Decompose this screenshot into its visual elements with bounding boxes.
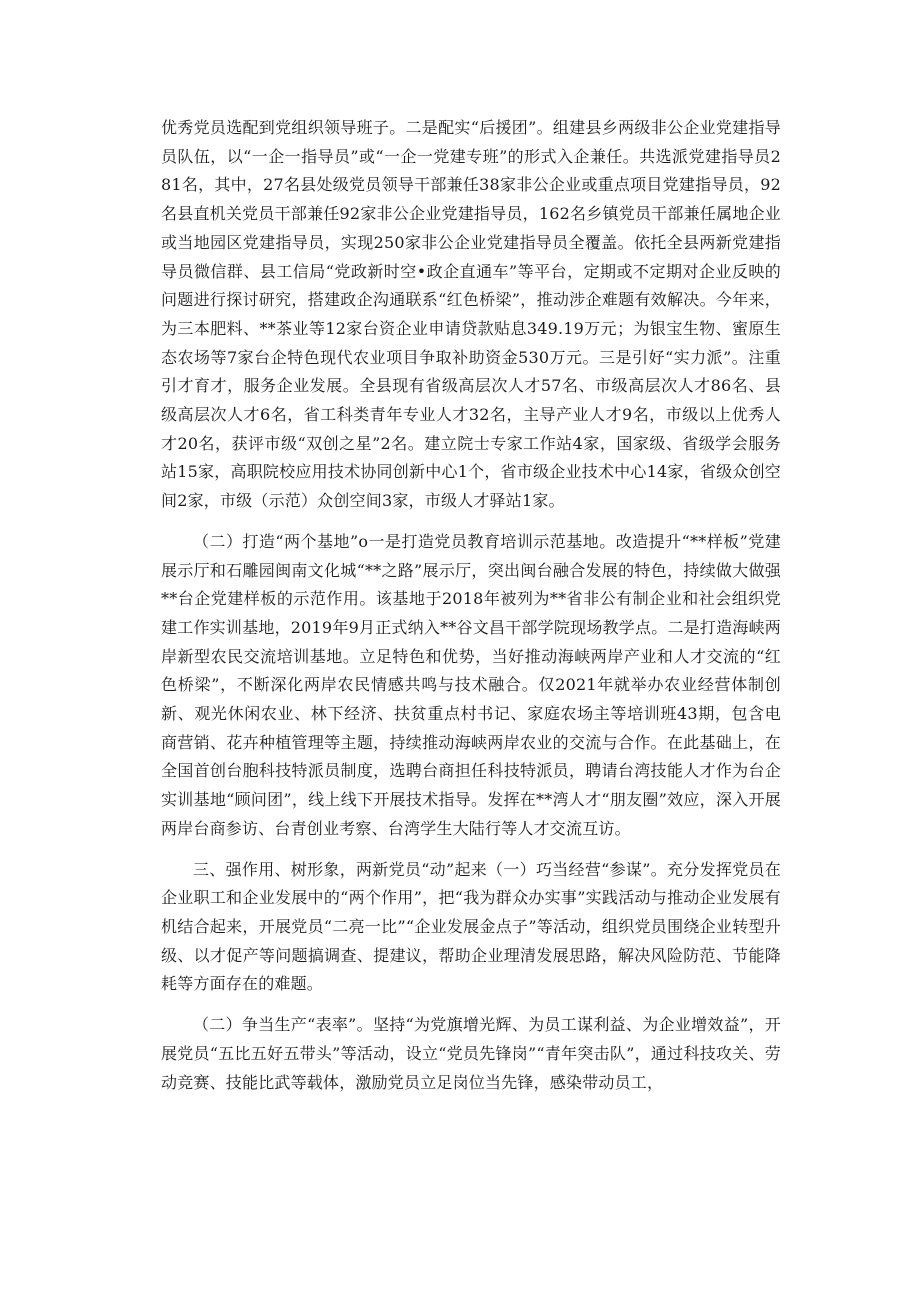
paragraph-production-example: （二）争当生产“表率”。坚持“为党旗增光辉、为员工谋利益、为企业增效益”，开展党员“五比五好五带头”等活动，设立“党员先锋岗”“青年突击队”，通过科技攻关、劳动竞赛、技能比武等载体，激励党员立足岗位当先锋，感染带动员工， xyxy=(161,1015,781,1092)
document-body xyxy=(161,114,781,1109)
paragraph-two-bases: （二）打造“两个基地”o一是打造党员教育培训示范基地。改造提升“**样板”党建展示厅和石雕园闽南文化城“**之路”展示厅，突出闽台融合发展的特色，持续做大做强**台企党建样板的示范作用。该基地于2018年被列为**省非公有制企业和社会组织党建工作实训基地，2019年9月正式纳入**谷文昌干部学院现场教学点。二是打造海峡两岸新型农民交流培训基地。立足特色和优势，当好推动海峡两岸产业和人才交流的“红色桥梁”，不断深化两岸农民情感共鸣与技术融合。仅2021年就举办农业经营体制创新、观光休闲农业、林下经济、扶贫重点村书记、家庭农场主等培训班43期，包含电商营销、花卉种植管理等主题，持续推动海峡两岸农业的交流与合作。在此基础上，在全国首创台胞科技特派员制度，选聘台商担任科技特派员，聘请台湾技能人才作为台企实训基地“顾问团”，线上线下开展技术指导。发挥在**湾人才“朋友圈”效应，深入开展两岸台商参访、台青创业考察、台湾学生大陆行等人才交流互访。 xyxy=(161,531,781,838)
paragraph-talent-support: 优秀党员选配到党组织领导班子。二是配实“后援团”。组建县乡两级非公企业党建指导员队伍，以“一企一指导员”或“一企一党建专班”的形式入企兼任。共选派党建指导员281名，其中，27名县处级党员领导干部兼任38家非公企业或重点项目党建指导员，92名县直机关党员干部兼任92家非公企业党建指导员，162名乡镇党员干部兼任属地企业或当地园区党建指导员，实现250家非公企业党建指导员全覆盖。依托全县两新党建指导员微信群、县工信局“党政新时空•政企直通车”等平台，定期或不定期对企业反映的问题进行探讨研究，搭建政企沟通联系“红色桥梁”，推动涉企难题有效解决。今年来，为三本肥料、**茶业等12家台资企业申请贷款贴息349.19万元；为银宝生物、蜜原生态农场等7家台企特色现代农业项目争取补助资金530万元。三是引好“实力派”。注重引才育才，服务企业发展。全县现有省级高层次人才57名、市级高层次人才86名、县级高层次人才6名，省工科类青年专业人才32名，主导产业人才9名，市级以上优秀人才20名，获评市级“双创之星”2名。建立院士专家工作站4家，国家级、省级学会服务站15家，高职院校应用技术协同创新中心1个，省市级企业技术中心14家，省级众创空间2家，市级（示范）众创空间3家，市级人才驿站1家。 xyxy=(161,118,781,511)
paragraph-business-advisor: 三、强作用、树形象，两新党员“动”起来（一）巧当经营“参谋”。充分发挥党员在企业职工和企业发展中的“两个作用”，把“我为群众办实事”实践活动与推动企业发展有机结合起来，开展党员“二亮一比”“企业发展金点子”等活动，组织党员围绕企业转型升级、以才促产等问题搞调查、提建议，帮助企业理清发展思路，解决风险防范、节能降耗等方面存在的难题。 xyxy=(161,859,781,994)
